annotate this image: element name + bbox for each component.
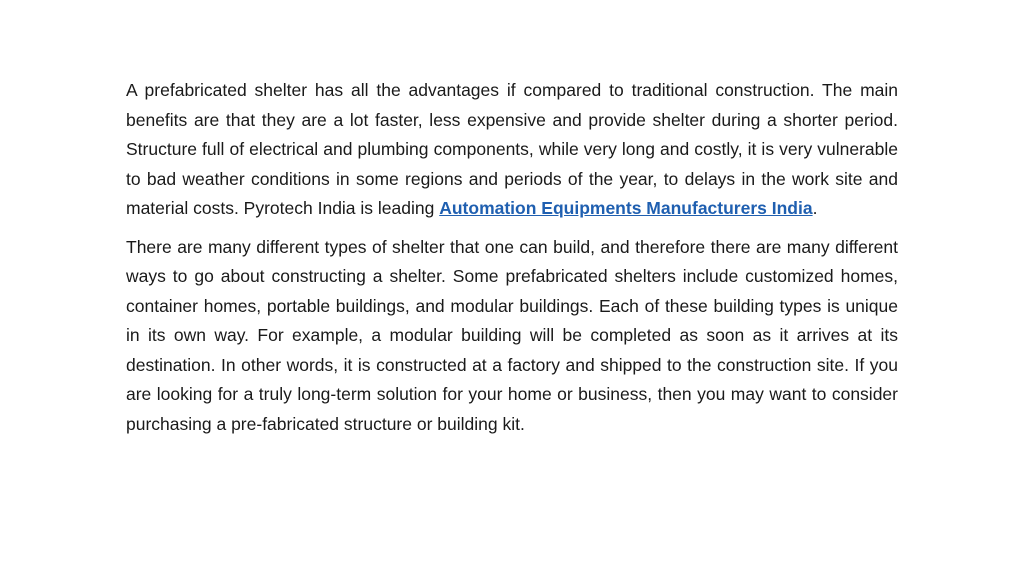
paragraph-2: There are many different types of shelter that one can build, and therefore there are many different ways to go about constructing a shelter. Some prefabricated shelters include customized homes, container homes, portable buildings, and modular buildings. Each of these building types is unique in its own way. For example, a modular building will be completed as soon as it arrives at its destination. In other words, it is constructed at a factory and shipped to the construction site. If you are looking for a truly long-term solution for your home or business, then you may want to consider purchasing a pre-fabricated structure or building kit.: [126, 236, 898, 434]
automation-equipments-link[interactable]: Automation Equipments Manufacturers India: [439, 198, 813, 218]
paragraph-1-text: A prefabricated shelter has all the advantages if compared to traditional construction. The main benefits are that they are a lot faster, less expensive and provide shelter during a shorter period. Structure full of electrical and plumbing components, while very long and costly, it is very vulnerable to bad weather conditions in some regions and periods of the year, to delays in the work site and material costs. Pyrotech India is leading: [126, 80, 898, 218]
paragraph-1-end: .: [812, 198, 818, 218]
text-content: [126, 76, 898, 448]
paragraph-1: [126, 76, 898, 224]
